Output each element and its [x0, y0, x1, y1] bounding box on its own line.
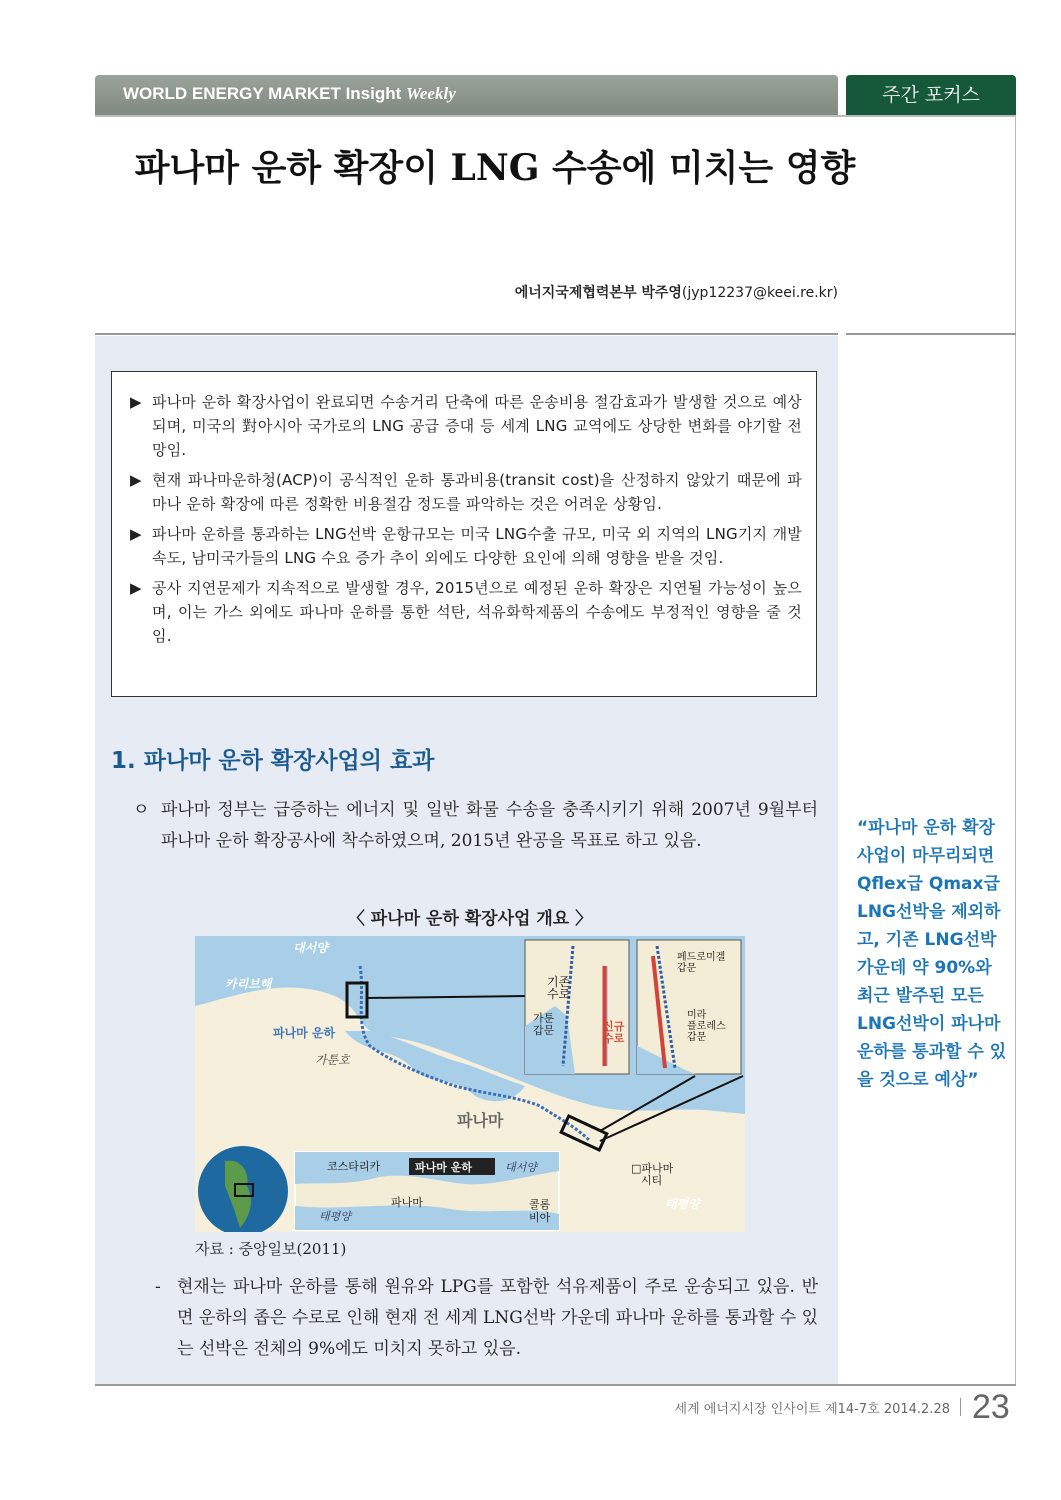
summary-text: 현재 파나마운하청(ACP)이 공식적인 운하 통과비용(transit cost)을 산정하지 않았기 때문에 파마나 운하 확장에 따른 정확한 비용절감 정도를 파악하는 것은 어려운 상황임.: [152, 471, 802, 513]
triangle-bullet-icon: ▶: [130, 393, 142, 411]
label-panama: 파나마: [457, 1111, 504, 1130]
paragraph-text: 파나마 정부는 급증하는 에너지 및 일반 화물 수송을 충족시키기 위해 2007년 9월부터 파나마 운하 확장공사에 착수하였으며, 2015년 완공을 목표로 하고 있음.: [161, 800, 818, 851]
summary-box: [111, 371, 817, 697]
summary-item: [130, 522, 802, 570]
inset-label-atlantic: 대서양: [505, 1161, 537, 1174]
section-tag: 주간 포커스: [846, 75, 1016, 115]
triangle-bullet-icon: ▶: [130, 525, 142, 543]
label-caribbean: 카리브해: [225, 977, 272, 991]
label-gatun-lock: 가툰: [533, 1012, 555, 1025]
label-canal: 파나마 운하: [273, 1026, 336, 1040]
top-rule: [95, 115, 1016, 117]
label-existing: 기존: [547, 975, 571, 989]
summary-item: [130, 390, 802, 462]
label-mira: 미라: [687, 1010, 707, 1021]
dash-bullet: -: [155, 1277, 161, 1297]
summary-item: [130, 468, 802, 516]
inset-label-canal: 파나마 운하: [415, 1161, 472, 1174]
label-mira-2: 플로레스: [687, 1021, 726, 1032]
section-heading: 1. 파나마 운하 확장사업의 효과: [111, 748, 435, 774]
author-email: (jyp12237@keei.re.kr): [681, 285, 838, 301]
figure-source: 자료 : 중앙일보(2011): [195, 1240, 347, 1258]
triangle-bullet-icon: ▶: [130, 579, 142, 597]
footer-publication: 세계 에너지시장 인사이트 제14-7호 2014.2.28: [674, 1402, 950, 1417]
body-paragraph: [133, 795, 818, 857]
label-panama-city: □파나마: [631, 1162, 674, 1175]
summary-text: 파나마 운하 확장사업이 완료되면 수송거리 단축에 따른 운송비용 절감효과가 발생할 것으로 예상되며, 미국의 對아시아 국가로의 LNG 공급 증대 등 세계 LNG 교역에도 상당한 변화를 야기할 전망임.: [152, 393, 802, 459]
inset-label-colombia: 콜롬: [529, 1198, 551, 1211]
series-header-bar: [95, 75, 838, 115]
label-atlantic: 대서양: [293, 941, 328, 955]
series-subtitle: Weekly: [406, 84, 456, 103]
summary-text: 공사 지연문제가 지속적으로 발생할 경우, 2015년으로 예정된 운하 확장은 지연될 가능성이 높으며, 이는 가스 외에도 파나마 운하를 통한 석탄, 석유화학제품의 수송에도 부정적인 영향을 줄 것임.: [152, 579, 802, 645]
paragraph-text-2: 현재는 파나마 운하를 통해 원유와 LPG를 포함한 석유제품이 주로 운송되고 있음. 반면 운하의 좁은 수로로 인해 현재 전 세계 LNG선박 가운데 파나마 운하를 통과할 수 있는 선박은 전체의 9%에도 미치지 못하고 있음.: [177, 1277, 818, 1359]
right-border: [1015, 115, 1016, 1385]
inset-label-colombia-2: 비아: [529, 1211, 551, 1224]
bottom-rule: [95, 1384, 1016, 1386]
label-gatun-lock-2: 갑문: [533, 1024, 555, 1037]
body-paragraph-2: [155, 1272, 818, 1365]
series-title: WORLD ENERGY MARKET Insight Weekly: [123, 84, 456, 103]
divider: [95, 333, 838, 335]
article-title: 파나마 운하 확장이 LNG 수송에 미치는 영향: [134, 147, 856, 189]
author-org: 에너지국제협력본부 박주영: [514, 285, 682, 301]
label-pedro-2: 갑문: [677, 963, 697, 974]
label-gatun-lake: 가툰호: [315, 1053, 350, 1067]
divider-side: [846, 333, 1016, 335]
label-new-2: 수로: [603, 1032, 625, 1045]
label-pacific: 태평양: [665, 1197, 700, 1211]
label-pedro: 페드로미겔: [677, 952, 726, 963]
figure-caption: 〈 파나마 운하 확장사업 개요 〉: [347, 909, 593, 929]
label-panama-city-2: 시티: [641, 1174, 663, 1187]
inset-label-costa: 코스타리카: [327, 1160, 381, 1173]
pull-quote: “파나마 운하 확장사업이 마무리되면 Qflex급 Qmax급 LNG선박을 제외하고, 기존 LNG선박 가운데 약 90%와 최근 발주된 모든 LNG선박이 파나마 운하를 통과할 수 있을 것으로 예상”: [857, 818, 1007, 1090]
panama-canal-map: [195, 936, 745, 1232]
label-mira-3: 갑문: [687, 1032, 707, 1043]
footer-separator: [960, 1398, 961, 1416]
label-new: 신규: [603, 1020, 625, 1033]
triangle-bullet-icon: ▶: [130, 471, 142, 489]
circle-bullet: ㅇ: [133, 800, 150, 820]
page-number: 23: [972, 1388, 1010, 1426]
inset-label-panama: 파나마: [391, 1196, 423, 1209]
inset-label-pacific: 태평양: [319, 1210, 351, 1223]
summary-text: 파나마 운하를 통과하는 LNG선박 운항규모는 미국 LNG수출 규모, 미국 외 지역의 LNG기지 개발 속도, 남미국가들의 LNG 수요 증가 추이 외에도 다양한 요인에 의해 영향을 받을 것임.: [152, 525, 802, 567]
summary-item: [130, 576, 802, 648]
author-line: [400, 282, 838, 302]
label-existing-2: 수로: [547, 987, 571, 1001]
